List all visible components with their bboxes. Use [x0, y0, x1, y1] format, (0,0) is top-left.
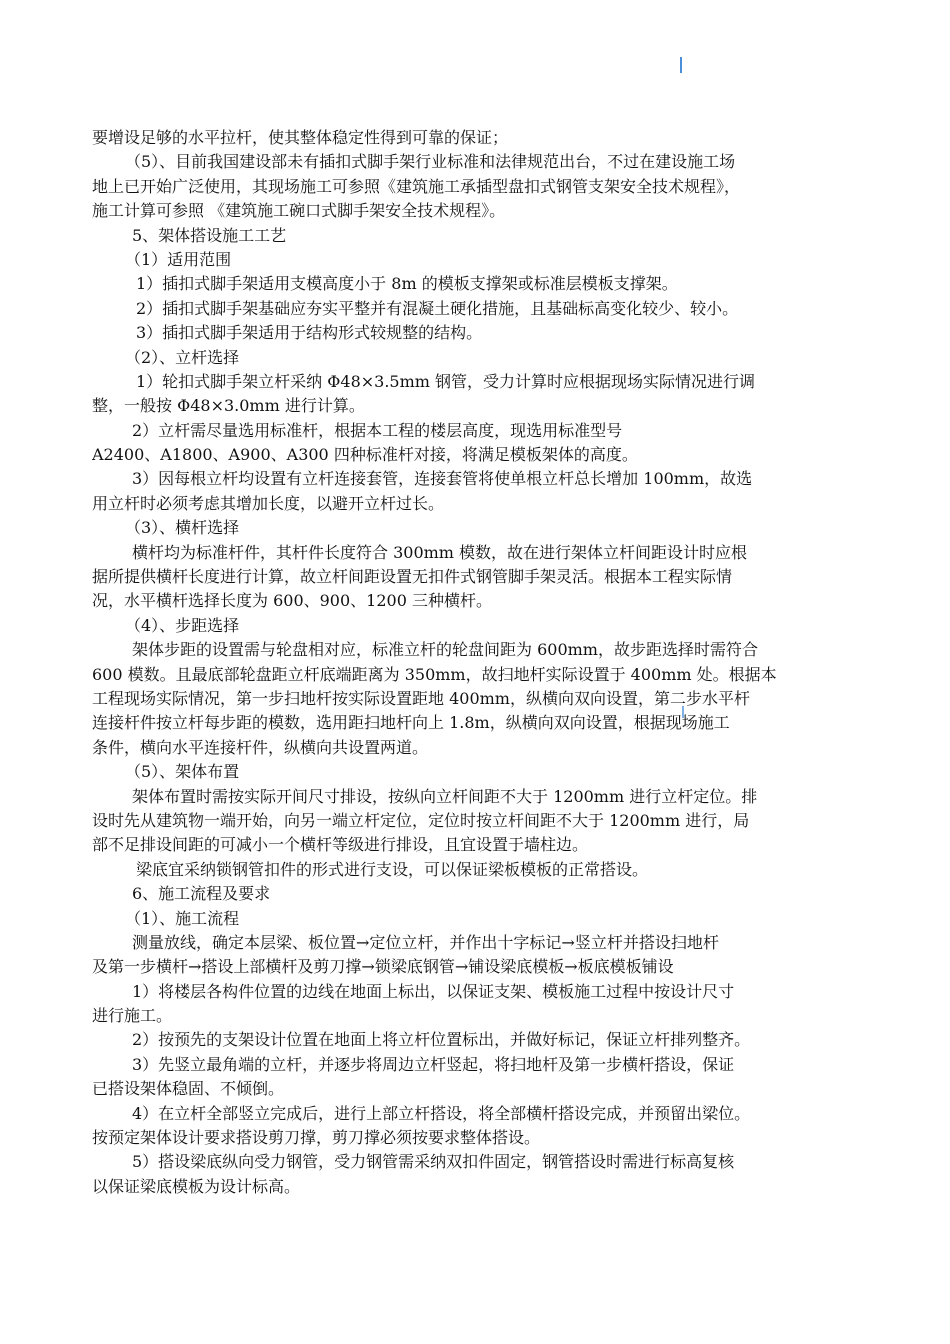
text-line: 横杆均为标准杆件，其杆件长度符合 300mm 模数，故在进行架体立杆间距设计时应根	[132, 542, 748, 562]
text-line: 连接杆件按立杆每步距的模数，选用距扫地杆向上 1.8m，纵横向双向设置，根据现场施工	[92, 713, 730, 733]
text-line: （3）、横杆选择	[125, 518, 240, 538]
text-line: 用立杆时必须考虑其增加长度，以避开立杆过长。	[92, 493, 445, 513]
text-line: 6、施工流程及要求	[132, 884, 271, 904]
text-line: 4）在立杆全部竖立完成后，进行上部立杆搭设，将全部横杆搭设完成，并预留出梁位。	[132, 1103, 751, 1123]
document-body	[92, 126, 872, 1199]
text-line: 3）先竖立最角端的立杆，并逐步将周边立杆竖起，将扫地杆及第一步横杆搭设，保证	[132, 1054, 735, 1074]
text-line: 1）将楼层各构件位置的边线在地面上标出，以保证支架、模板施工过程中按设计尺寸	[132, 981, 735, 1001]
text-line: 工程现场实际情况，第一步扫地杆按实际设置距地 400mm，纵横向双向设置，第二步水平杆	[92, 688, 750, 708]
text-line: 地上已开始广泛使用，其现场施工可参照《建筑施工承插型盘扣式钢管支架安全技术规程》，	[92, 176, 741, 196]
text-line: 3）因每根立杆均设置有立杆连接套管，连接套管将使单根立杆总长增加 100mm，故选	[132, 469, 753, 489]
text-line: 已搭设架体稳固、不倾倒。	[92, 1079, 285, 1099]
text-line: 3）插扣式脚手架适用于结构形式较规整的结构。	[136, 323, 483, 343]
text-line: 测量放线，确定本层梁、板位置→定位立杆，并作出十字标记→竖立杆并搭设扫地杆	[132, 932, 719, 952]
text-line: 5、架体搭设施工工艺	[132, 225, 287, 245]
text-line: 施工计算可参照 《建筑施工碗口式脚手架安全技术规程》。	[92, 201, 506, 221]
text-line: 2）立杆需尽量选用标准杆，根据本工程的楼层高度，现选用标准型号	[132, 420, 623, 440]
text-line: 况，水平横杆选择长度为 600、900、1200 三种横杆。	[92, 591, 492, 611]
text-line: 梁底宜采纳锁钢管扣件的形式进行支设，可以保证梁板模板的正常搭设。	[136, 859, 649, 879]
text-line: （1）、施工流程	[125, 908, 240, 928]
text-line: （5）、目前我国建设部未有插扣式脚手架行业标准和法律规范出台，不过在建设施工场	[125, 152, 736, 172]
text-line: 据所提供横杆长度进行计算，故立杆间距设置无扣件式钢管脚手架灵活。根据本工程实际情	[92, 567, 733, 587]
text-line: （1）适用范围	[125, 249, 232, 269]
text-line: 条件，横向水平连接杆件，纵横向共设置两道。	[92, 737, 429, 757]
text-line: 1）轮扣式脚手架立杆采纳 Φ48×3.5mm 钢管，受力计算时应根据现场实际情况进行调	[136, 371, 756, 391]
text-line: （4）、步距选择	[125, 615, 240, 635]
text-line: 600 模数。且最底部轮盘距立杆底端距离为 350mm，故扫地杆实际设置于 400mm 处。根据本	[92, 664, 777, 684]
text-line: 整，一般按 Φ48×3.0mm 进行计算。	[92, 396, 365, 416]
text-line: 按预定架体设计要求搭设剪刀撑，剪刀撑必须按要求整体搭设。	[92, 1128, 541, 1148]
text-line: 5）搭设梁底纵向受力钢管，受力钢管需采纳双扣件固定，钢管搭设时需进行标高复核	[132, 1152, 735, 1172]
text-line: （2）、立杆选择	[125, 347, 240, 367]
text-line: 1）插扣式脚手架适用支模高度小于 8m 的模板支撑架或标准层模板支撑架。	[136, 274, 678, 294]
text-line: 2）插扣式脚手架基础应夯实平整并有混凝土硬化措施，且基础标高变化较少、较小。	[136, 298, 739, 318]
text-line: （5）、架体布置	[125, 762, 240, 782]
text-line: 要增设足够的水平拉杆，使其整体稳定性得到可靠的保证；	[92, 128, 509, 147]
text-line: 2）按预先的支架设计位置在地面上将立杆位置标出，并做好标记，保证立杆排列整齐。	[132, 1030, 751, 1050]
text-line: 架体步距的设置需与轮盘相对应，标准立杆的轮盘间距为 600mm，故步距选择时需符合	[132, 640, 758, 660]
text-line: 以保证梁底模板为设计标高。	[92, 1176, 301, 1196]
text-line: 架体布置时需按实际开间尺寸排设，按纵向立杆间距不大于 1200mm 进行立杆定位。排	[132, 786, 758, 806]
text-line: 及第一步横杆→搭设上部横杆及剪刀撑→锁梁底钢管→铺设梁底模板→板底模板铺设	[92, 957, 674, 977]
text-cursor-mark	[680, 57, 682, 73]
text-line: 进行施工。	[92, 1006, 173, 1026]
text-line: A2400、A1800、A900、A300 四种标准杆对接，将满足模板架体的高度。	[92, 445, 638, 465]
text-line: 部不足排设间距的可减小一个横杆等级进行排设，且宜设置于墙柱边。	[92, 835, 589, 855]
text-line: 设时先从建筑物一端开始，向另一端立杆定位，定位时按立杆间距不大于 1200mm 进行，局	[92, 810, 750, 830]
